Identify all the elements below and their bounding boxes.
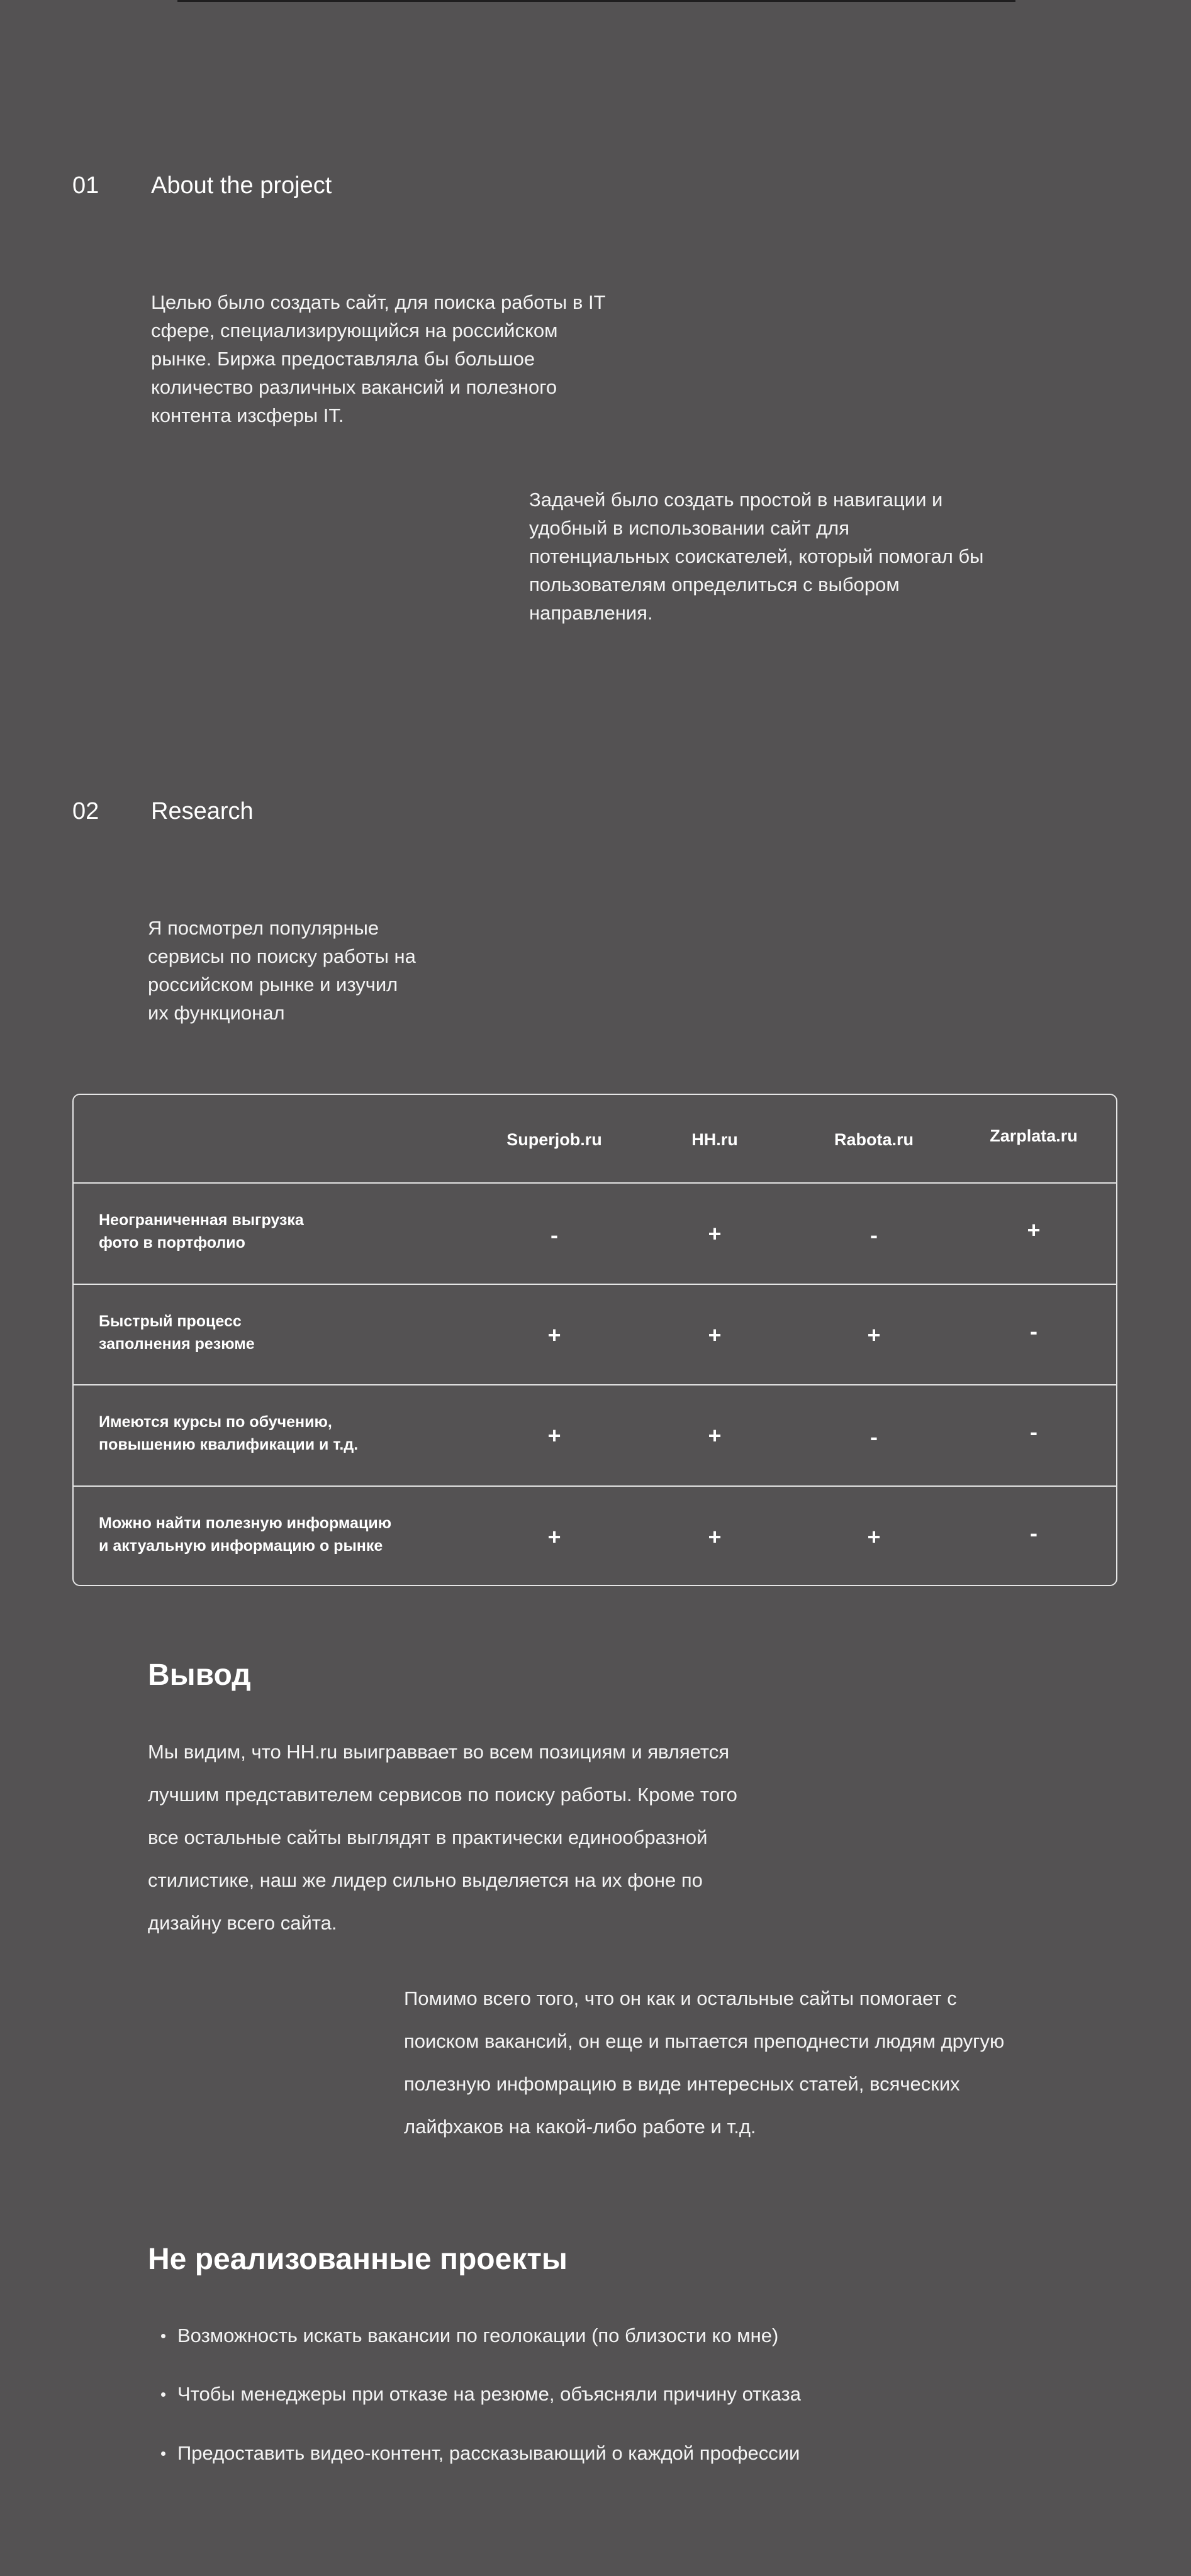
section-number-02: 02 bbox=[72, 798, 99, 824]
row-label: Быстрый процесс заполнения резюме bbox=[99, 1313, 255, 1353]
top-divider bbox=[177, 0, 1015, 2]
conclusion-title: Вывод bbox=[148, 1658, 251, 1692]
conclusion-paragraph-1 bbox=[148, 1731, 840, 1945]
column-header: Zarplata.ru bbox=[990, 1126, 1078, 1145]
row-label: Можно найти полезную информацию и актуальную информацию о рынке bbox=[99, 1514, 392, 1555]
text-line: пользователям определиться с выбором bbox=[529, 574, 900, 596]
cell-value: - bbox=[1030, 1419, 1037, 1445]
table-row bbox=[74, 1284, 1116, 1385]
cell-value: - bbox=[1030, 1318, 1037, 1344]
text-line: лайфхаков на какой-либо работе и т.д. bbox=[404, 2116, 756, 2138]
text-line: потенциальных соискателей, который помогал бы bbox=[529, 545, 984, 567]
cell-value: - bbox=[551, 1222, 558, 1248]
section-title-about: About the project bbox=[151, 172, 332, 199]
unrealized-title: Не реализованные проекты bbox=[148, 2243, 568, 2276]
cell-value: + bbox=[547, 1322, 561, 1348]
text-line: контента изсферы IT. bbox=[151, 404, 344, 426]
bullet-icon bbox=[161, 2334, 165, 2338]
text-line: стилистике, наш же лидер сильно выделяется на их фоне по bbox=[148, 1869, 703, 1891]
text-line: сервисы по поиску работы на bbox=[148, 945, 416, 967]
text-line: полезную инфомрацию в виде интересных статей, всяческих bbox=[404, 2073, 960, 2095]
text-line: рынке. Биржа предоставляла бы большое bbox=[151, 348, 535, 370]
cell-value: + bbox=[547, 1423, 561, 1448]
column-header: Rabota.ru bbox=[834, 1130, 914, 1149]
row-label: Неограниченная выгрузка фото в портфолио bbox=[99, 1211, 304, 1252]
comparison-table bbox=[72, 1094, 1117, 1586]
cell-value: + bbox=[708, 1221, 722, 1246]
cell-value: - bbox=[1030, 1520, 1037, 1546]
text-line: дизайну всего сайта. bbox=[148, 1912, 337, 1934]
text-line: количество различных вакансий и полезного bbox=[151, 376, 557, 398]
research-intro bbox=[148, 914, 500, 1027]
cell-value: + bbox=[867, 1322, 881, 1348]
list-item: Возможность искать вакансии по геолокации (по близости ко мне) bbox=[177, 2324, 778, 2347]
text-line: все остальные сайты выглядят в практически единообразной bbox=[148, 1826, 708, 1848]
text-line: Целью было создать сайт, для поиска работы в IT bbox=[151, 291, 606, 313]
cell-value: + bbox=[708, 1423, 722, 1448]
text-line: Задачей было создать простой в навигации и bbox=[529, 489, 943, 511]
cell-value: - bbox=[870, 1424, 878, 1450]
text-line: поиском вакансий, он еще и пытается преподнести людям другую bbox=[404, 2030, 1005, 2052]
cell-value: + bbox=[708, 1524, 722, 1550]
cell-value: - bbox=[870, 1222, 878, 1248]
conclusion-paragraph-2 bbox=[404, 1977, 1127, 2148]
row-label: Имеются курсы по обучению, повышению квалификации и т.д. bbox=[99, 1413, 359, 1453]
text-line: удобный в использовании сайт для bbox=[529, 517, 850, 539]
table-row bbox=[74, 1182, 1116, 1285]
list-item: Чтобы менеджеры при отказе на резюме, объясняли причину отказа bbox=[177, 2383, 801, 2406]
section-title-research: Research bbox=[151, 798, 254, 824]
cell-value: + bbox=[867, 1524, 881, 1550]
text-line: российском рынке и изучил bbox=[148, 974, 398, 996]
text-line: направления. bbox=[529, 602, 653, 624]
task-paragraph bbox=[529, 486, 1083, 627]
text-line: их функционал bbox=[148, 1002, 285, 1024]
text-line: Мы видим, что HH.ru выиграввает во всем позициям и является bbox=[148, 1741, 730, 1763]
cell-value: + bbox=[1027, 1217, 1041, 1243]
column-header: Superjob.ru bbox=[506, 1130, 602, 1149]
column-header: HH.ru bbox=[691, 1130, 738, 1149]
text-line: Я посмотрел популярные bbox=[148, 917, 379, 939]
list-item: Предоставить видео-контент, рассказывающий о каждой профессии bbox=[177, 2442, 800, 2465]
text-line: Помимо всего того, что он как и остальные сайты помогает с bbox=[404, 1987, 957, 2009]
section-number-01: 01 bbox=[72, 172, 99, 199]
goal-paragraph bbox=[151, 288, 667, 430]
table-row bbox=[74, 1384, 1116, 1487]
text-line: сфере, специализирующийся на российском bbox=[151, 319, 558, 341]
bullet-icon bbox=[161, 2451, 165, 2456]
text-line: лучшим представителем сервисов по поиску работы. Кроме того bbox=[148, 1784, 737, 1806]
bullet-icon bbox=[161, 2392, 165, 2397]
cell-value: + bbox=[708, 1322, 722, 1348]
cell-value: + bbox=[547, 1524, 561, 1550]
table-row bbox=[74, 1485, 1116, 1586]
